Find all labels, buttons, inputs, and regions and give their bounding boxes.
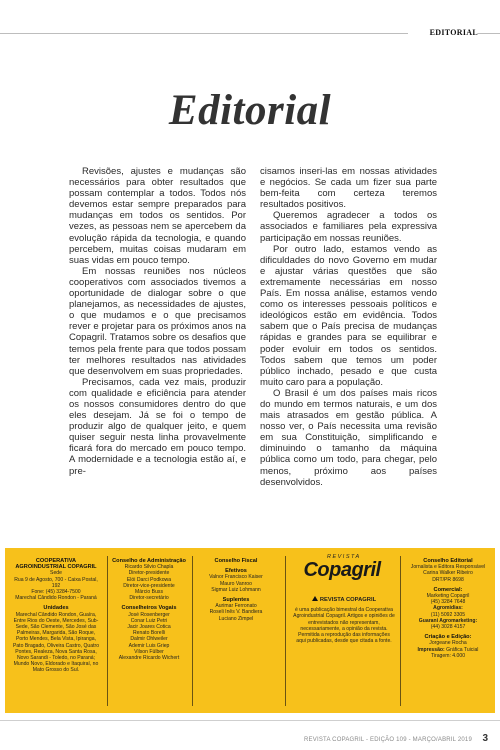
units-title: Unidades: [43, 605, 69, 612]
vogal: Conar Luiz Petri: [130, 617, 168, 624]
admin-council: [111, 558, 187, 661]
criacao-title: Criação e Edição:: [424, 634, 472, 641]
vogal: Alexandre Ricardo Wichert: [118, 655, 180, 662]
coop-sede-label: Sede: [50, 570, 62, 577]
units-list: Marechal Cândido Rondon, Guaíra, Entre Rios do Oeste, Mercedes, Sub-Sede, São Clemente, São José das Palmeiras, Margarida, São Roque, Porto Mendes, Bela Vista, Ipiranga, Pato Bragado, Oliveira Castro, Quatro Pontes, Realeza, Nova Santa Rosa, Novo Sarandi - Toledo, no Paraná; Mundo Novo, Eldorado e Itaquiraí, no Mato Grosso do Sul.: [12, 611, 100, 674]
admin-member: Ricardo Silvio Chapla: [124, 564, 174, 571]
vogal: Ademir Luis Griep: [128, 642, 170, 649]
coop-phone: Fone: (45) 3284-7500: [31, 589, 81, 596]
revista-title: REVISTA COPAGRIL: [319, 597, 377, 603]
footer-rule: [0, 720, 500, 721]
page-title: Editorial: [168, 87, 332, 134]
copagril-logo: [293, 554, 391, 590]
section-tag: [408, 28, 478, 38]
column-divider: [285, 556, 286, 706]
logo-revista: REVISTA: [327, 554, 361, 560]
comercial-line: (45) 3284 7648: [430, 599, 466, 606]
suplentes-title: Suplentes: [222, 597, 250, 604]
triangle-icon: [312, 596, 318, 601]
paragraph: Por outro lado, estamos vendo as dificuldades do novo Governo em mudar e ajustar várias questões que são extremamente necessárias em nosso País. Em nossa análise, estamos vendo como os interesses pessoais políticos e ideológicos estão em evidência. Todos sabem que o País precisa de mudanças rápidas e grandes para se equilibrar e poder evoluir em todos os sentidos. Todos sabem que temos um poder público inchado, pesado e que custa muito caro para a população.: [260, 243, 437, 388]
impressao-value: Gráfica Tuicial: [446, 646, 479, 653]
column-divider: [400, 556, 401, 706]
criacao-line: Jorgeane Rocha: [429, 640, 467, 647]
agromidias-line: (11) 5092 3305: [430, 611, 466, 618]
efetivo: Sigmar Luiz Lohmann: [211, 586, 261, 593]
paragraph: Em nossas reuniões nos núcleos cooperativos com associados tivemos a oportunidade de dialogar sobre o que planejamos, as necessidades de ajustes, o que mudamos e o que precisamos rever e projetar para os próximos anos na Copagril. Tratamos sobre os desafios que temos pela frente para que todos possam ter melhores resultados nas atividades que desenvolvem em suas propriedades.: [69, 265, 246, 377]
section-label: EDITORIAL: [429, 28, 478, 37]
column-divider: [107, 556, 108, 706]
vogal: José Rosenberger: [128, 611, 170, 618]
vogal: Dalmir Ohlweiler: [130, 636, 168, 643]
paragraph: Precisamos, cada vez mais, produzir com qualidade e eficiência para atender os nossos consumidores dentro do que eles desejam. Já se foi o tempo de produzir algo de qualquer jeito, e quem quiser seguir nesta linha provavelmente ficará fora do mercado em pouco tempo. A modernidade e a tecnologia estão aí, e pre-: [69, 376, 246, 477]
editorial-title: Conselho Editorial: [423, 558, 473, 564]
editorial-council: [405, 558, 491, 659]
paragraph: Revisões, ajustes e mudanças são necessários para obter resultados que possam contemplar a todos. Todos nós devemos estar sempre preparados para mudanças em todos os sentidos. Por vezes, as pessoas nem se apercebem da evolução rápida da tecnologia, e quando percebem, muitas coisas mudaram em suas vidas em pouco tempo.: [69, 166, 246, 266]
coop-city: Marechal Cândido Rondon - Paraná: [15, 595, 97, 602]
efetivos-title: Efetivos: [225, 568, 247, 575]
editorial-line: Carina Walker Ribeiro: [423, 570, 473, 577]
admin-member: Elói Darci Podkowa: [126, 576, 172, 583]
admin-role: Diretor-presidente: [128, 570, 170, 577]
paragraph: O Brasil é um dos países mais ricos do mundo em termos naturais, e um dos mais atrasados em gestão pública. A nosso ver, o País necessita uma revisão em sua Constituição, simplificando e diminuindo o tamanho da máquina pública como um todo, para chegar, pelo menos, próximo aos países desenvolvidos.: [260, 387, 437, 488]
suplente: Aurimar Ferronato: [215, 603, 257, 610]
vogal: Jacir Joares Cotica: [127, 624, 171, 631]
article-column-right: [260, 166, 437, 488]
suplente: Luciano Zimpel: [218, 615, 254, 622]
coop-info: [11, 558, 101, 674]
masthead-band: [5, 548, 495, 713]
paragraph: Queremos agradecer a todos os associados e familiares pela expressiva participação em nossas reuniões.: [260, 210, 437, 244]
logo-wordmark: Copagril: [303, 559, 381, 581]
guarani-title: Guarani Agromarketing:: [418, 617, 478, 624]
editorial-line: Jornalista e Editora Responsável: [410, 564, 486, 571]
paragraph-continued: cisamos inseri-las em nossas atividades e negócios. Se cada um fizer sua parte bem-feita com certeza teremos resultados positivos.: [260, 166, 437, 211]
revista-title-row: [293, 596, 395, 603]
page-number: 3: [482, 733, 488, 744]
efetivo: Mauro Vanroo: [220, 580, 252, 587]
vogal: Renato Borelli: [133, 630, 165, 637]
impressao-title: Impressão:: [417, 646, 445, 653]
suplente: Roseli Inês V. Bandiera: [209, 609, 263, 616]
fiscal-council: [195, 558, 277, 622]
issue-info: REVISTA COPAGRIL - EDIÇÃO 109 - MARÇO/ABRIL 2019: [304, 737, 472, 743]
article-column-left: [69, 166, 246, 488]
admin-role: Diretor-secretário: [129, 595, 169, 602]
editorial-line: DRT/PR 8698: [432, 576, 464, 583]
comercial-line: Marketing Copagril: [426, 593, 470, 600]
fiscal-title: Conselho Fiscal: [214, 558, 258, 564]
guarani-line: (44) 3028 4157: [430, 624, 466, 631]
vogais-title: Conselheiros Vogais: [121, 605, 177, 612]
coop-title: COOPERATIVA AGROINDUSTRIAL COPAGRIL: [15, 558, 97, 571]
revista-info: [293, 596, 395, 644]
article-body: [69, 166, 437, 488]
efetivo: Valnor Francisco Kaiser: [209, 574, 263, 581]
tiragem: Tiragem: 4.000: [430, 652, 466, 659]
revista-desc: é uma publicação bimestral da Cooperativa Agroindustrial Copagril. Artigos e opiniões de entrevistados não representam, necessariamente, a opinião da revista. Permitida a reprodução das informações aqui publicadas, desde que citada a fonte.: [293, 607, 395, 645]
admin-title: Conselho de Administração: [112, 558, 186, 564]
impressao-row: [405, 647, 491, 653]
coop-address: Rua 9 de Agosto, 700 - Caixa Postal, 192: [14, 576, 98, 589]
admin-member: Márcio Buss: [134, 589, 164, 596]
admin-role: Diretor-vice-presidente: [123, 582, 175, 589]
column-divider: [192, 556, 193, 706]
agromidias-title: Agromidias:: [433, 605, 463, 612]
vogal: Vilson Fülber: [134, 648, 164, 655]
comercial-title: Comercial:: [433, 586, 463, 593]
